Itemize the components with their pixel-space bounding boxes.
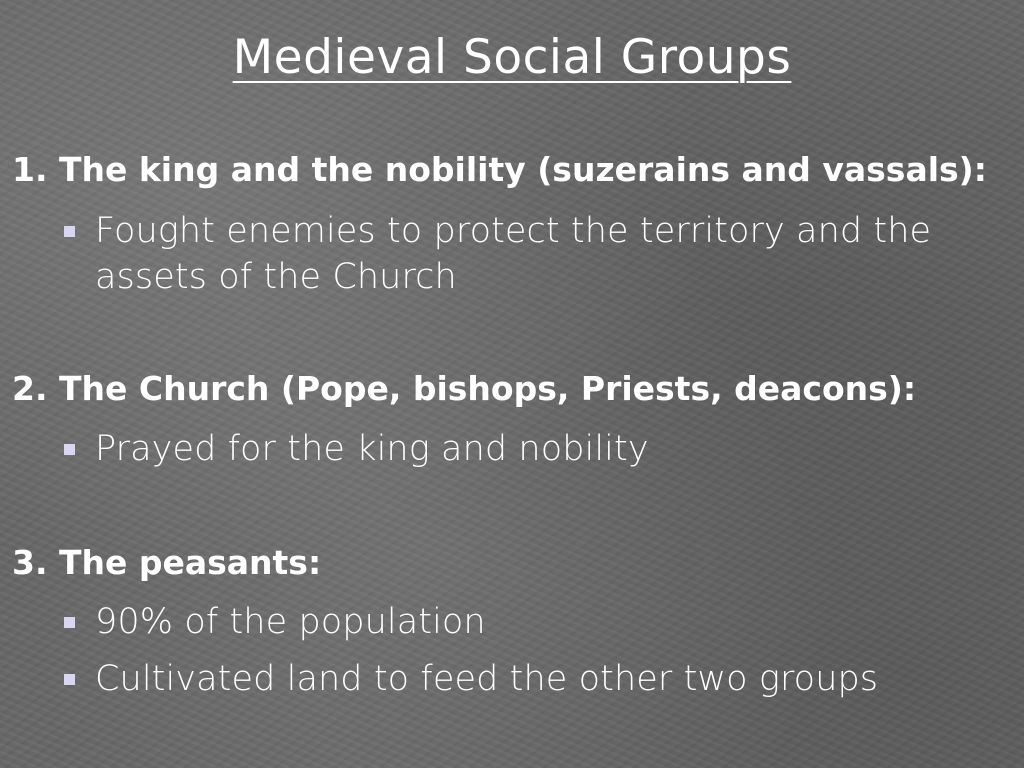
bullet-text: Prayed for the king and nobility (95, 429, 649, 469)
bullet-text: Fought enemies to protect the territory and the assets of the Church (95, 211, 932, 297)
bullet-text: 90% of the population (95, 602, 486, 642)
section-heading-nobility: 1. The king and the nobility (suzerains and vassals): (12, 150, 987, 189)
bullet-item-nobility-role (64, 208, 1014, 300)
bullet-square-icon (64, 444, 75, 455)
slide-title (0, 30, 1024, 85)
bullet-item-church-role (64, 426, 1014, 472)
bullet-square-icon (64, 674, 75, 685)
bullet-square-icon (64, 617, 75, 628)
section-heading-church: 2. The Church (Pope, bishops, Priests, deacons): (12, 369, 917, 408)
bullet-text: Cultivated land to feed the other two groups (95, 659, 879, 699)
bullet-square-icon (64, 226, 75, 237)
slide-title-text: Medieval Social Groups (232, 30, 792, 85)
section-heading-peasants: 3. The peasants: (12, 543, 322, 582)
bullet-item-peasants-population (64, 599, 1014, 645)
bullet-item-peasants-role (64, 656, 1014, 702)
